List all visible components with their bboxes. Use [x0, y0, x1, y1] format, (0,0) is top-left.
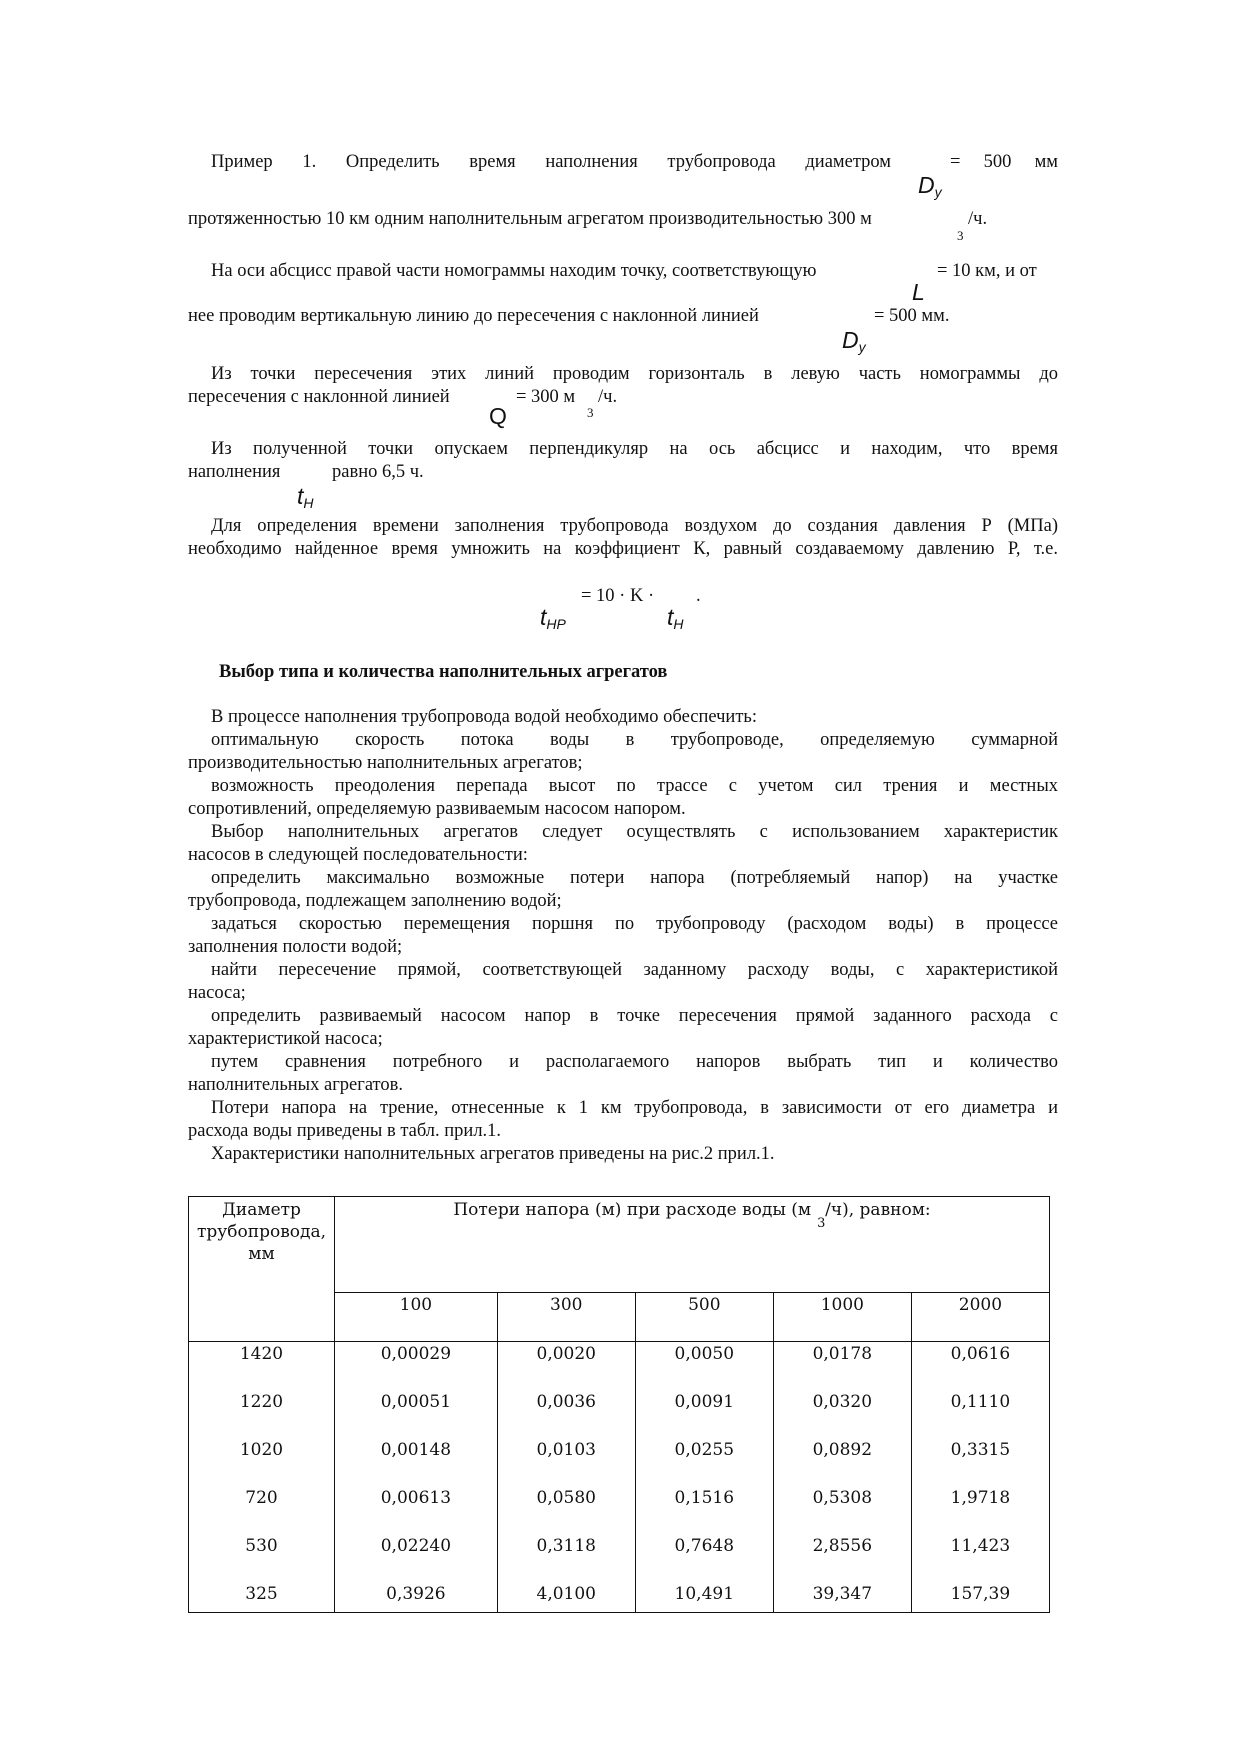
- section-paragraph-cont: насосов в следующей последовательности:: [188, 845, 528, 865]
- cell-value: 10,491: [635, 1582, 773, 1613]
- section-paragraph: найти пересечение прямой, соответствующей заданному расходу воды, с характеристикой: [211, 960, 1058, 980]
- section-paragraph-cont: сопротивлений, определяемую развиваемым насосом напором.: [188, 799, 686, 819]
- header-flow-100: 100: [335, 1293, 498, 1342]
- example-p4-eq: равно 6,5 ч.: [332, 462, 424, 482]
- section-paragraph: определить развиваемый насосом напор в точке пересечения прямой заданного расхода с: [211, 1006, 1058, 1026]
- cell-value: 0,0020: [497, 1342, 635, 1391]
- cell-diameter: 720: [189, 1486, 335, 1534]
- example-p2-line2: нее проводим вертикальную линию до пересечения с наклонной линией: [188, 306, 759, 326]
- var-t-hp: $t_{HP}$: [540, 604, 566, 632]
- var-l: L: [912, 279, 925, 305]
- cell-diameter: 1220: [189, 1390, 335, 1438]
- header-flow-300: 300: [497, 1293, 635, 1342]
- superscript-3: 3: [587, 405, 594, 420]
- cell-value: 0,0103: [497, 1438, 635, 1486]
- example-p3-line2: пересечения с наклонной линией: [188, 387, 450, 407]
- table-row: [189, 1582, 1050, 1613]
- table-row: [189, 1486, 1050, 1534]
- cell-value: 4,0100: [497, 1582, 635, 1613]
- cell-value: 0,0036: [497, 1390, 635, 1438]
- cell-value: 0,0892: [773, 1438, 911, 1486]
- cell-diameter: 1020: [189, 1438, 335, 1486]
- example-p5-line1: Для определения времени заполнения трубопровода воздухом до создания давления Р (МПа): [211, 516, 1058, 536]
- section-paragraph-cont: производительностью наполнительных агрегатов;: [188, 753, 583, 773]
- section-paragraph: Потери напора на трение, отнесенные к 1 км трубопровода, в зависимости от его диаметра и: [211, 1098, 1058, 1118]
- cell-diameter: 530: [189, 1534, 335, 1582]
- example-p1-line2-end: /ч.: [968, 209, 988, 229]
- example-p2-line1: На оси абсцисс правой части номограммы находим точку, соответствующую: [211, 261, 817, 281]
- example-p1-line2: протяженностью 10 км одним наполнительным агрегатом производительностью 300 м: [188, 209, 872, 229]
- var-q: Q: [489, 403, 507, 429]
- cell-value: 0,3118: [497, 1534, 635, 1582]
- cell-value: 1,9718: [911, 1486, 1049, 1534]
- formula-equation: = 10 · K ·: [581, 586, 655, 606]
- cell-value: 0,1516: [635, 1486, 773, 1534]
- cell-value: 11,423: [911, 1534, 1049, 1582]
- cell-value: 39,347: [773, 1582, 911, 1613]
- cell-value: 0,0255: [635, 1438, 773, 1486]
- section-paragraph-cont: расхода воды приведены в табл. прил.1.: [188, 1121, 502, 1141]
- header-flow-2000: 2000: [911, 1293, 1049, 1342]
- example-p2-eq2: = 500 мм.: [874, 306, 950, 326]
- section-paragraph-cont: характеристикой насоса;: [188, 1029, 383, 1049]
- section-paragraph: оптимальную скорость потока воды в трубопроводе, определяемую суммарной: [211, 730, 1058, 750]
- example-p3-eq-end: /ч.: [598, 387, 618, 407]
- cell-value: 0,00613: [335, 1486, 498, 1534]
- header-head-loss: Потери напора (м) при расходе воды (м 3 /ч), равном:: [335, 1197, 1050, 1293]
- cell-value: 0,0580: [497, 1486, 635, 1534]
- var-t-h: $t_H$: [297, 483, 314, 511]
- example-p4-line2: наполнения: [188, 462, 281, 482]
- cell-value: 157,39: [911, 1582, 1049, 1613]
- section-paragraph: возможность преодоления перепада высот по трассе с учетом сил трения и местных: [211, 776, 1058, 796]
- cell-value: 0,0091: [635, 1390, 773, 1438]
- section-paragraph-cont: трубопровода, подлежащем заполнению водой;: [188, 891, 562, 911]
- cell-value: 2,8556: [773, 1534, 911, 1582]
- cell-value: 0,02240: [335, 1534, 498, 1582]
- table-row: [189, 1534, 1050, 1582]
- var-d-y: $D_y$: [918, 172, 942, 200]
- section-paragraph: задаться скоростью перемещения поршня по трубопроводу (расходом воды) в процессе: [211, 914, 1058, 934]
- section-paragraph: В процессе наполнения трубопровода водой необходимо обеспечить:: [211, 707, 757, 727]
- section-paragraph: Выбор наполнительных агрегатов следует осуществлять с использованием характеристик: [211, 822, 1058, 842]
- example-p1-line1: Пример 1. Определить время наполнения трубопровода диаметром: [211, 152, 891, 172]
- example-p5-line2: необходимо найденное время умножить на коэффициент К, равный создаваемому давлению Р, т.е.: [188, 539, 1058, 559]
- table-row: [189, 1342, 1050, 1391]
- cell-value: 0,1110: [911, 1390, 1049, 1438]
- cell-value: 0,00029: [335, 1342, 498, 1391]
- section-paragraph-cont: насоса;: [188, 983, 246, 1003]
- example-p3-eq: = 300 м: [516, 387, 576, 407]
- section-paragraph: путем сравнения потребного и располагаемого напоров выбрать тип и количество: [211, 1052, 1058, 1072]
- cell-value: 0,0320: [773, 1390, 911, 1438]
- cell-value: 0,5308: [773, 1486, 911, 1534]
- cell-value: 0,7648: [635, 1534, 773, 1582]
- var-t-h-2: $t_H$: [667, 604, 684, 632]
- head-loss-table: [188, 1196, 1050, 1613]
- header-flow-500: 500: [635, 1293, 773, 1342]
- superscript-3: 3: [957, 228, 964, 243]
- section-paragraph: Характеристики наполнительных агрегатов приведены на рис.2 прил.1.: [211, 1144, 775, 1164]
- cell-diameter: 1420: [189, 1342, 335, 1391]
- section-paragraph-cont: наполнительных агрегатов.: [188, 1075, 404, 1095]
- example-p1-eq: = 500 мм: [950, 152, 1058, 172]
- cell-value: 0,3926: [335, 1582, 498, 1613]
- header-flow-1000: 1000: [773, 1293, 911, 1342]
- example-p4-line1: Из полученной точки опускаем перпендикуляр на ось абсцисс и находим, что время: [211, 439, 1058, 459]
- cell-diameter: 325: [189, 1582, 335, 1613]
- cell-value: 0,0616: [911, 1342, 1049, 1391]
- section-paragraph: определить максимально возможные потери напора (потребляемый напор) на участке: [211, 868, 1058, 888]
- cell-value: 0,0178: [773, 1342, 911, 1391]
- table-row: [189, 1390, 1050, 1438]
- example-p2-eq1: = 10 км, и от: [937, 261, 1037, 281]
- cell-value: 0,3315: [911, 1438, 1049, 1486]
- example-p3-line1: Из точки пересечения этих линий проводим горизонталь в левую часть номограммы до: [211, 364, 1058, 384]
- header-diameter: Диаметр трубопровода, мм: [189, 1197, 335, 1342]
- cell-value: 0,00148: [335, 1438, 498, 1486]
- cell-value: 0,0050: [635, 1342, 773, 1391]
- section-heading: Выбор типа и количества наполнительных агрегатов: [219, 662, 668, 682]
- table-row: [189, 1438, 1050, 1486]
- cell-value: 0,00051: [335, 1390, 498, 1438]
- section-paragraph-cont: заполнения полости водой;: [188, 937, 403, 957]
- formula-end: .: [696, 586, 701, 606]
- var-d-y-2: $D_y$: [842, 327, 866, 355]
